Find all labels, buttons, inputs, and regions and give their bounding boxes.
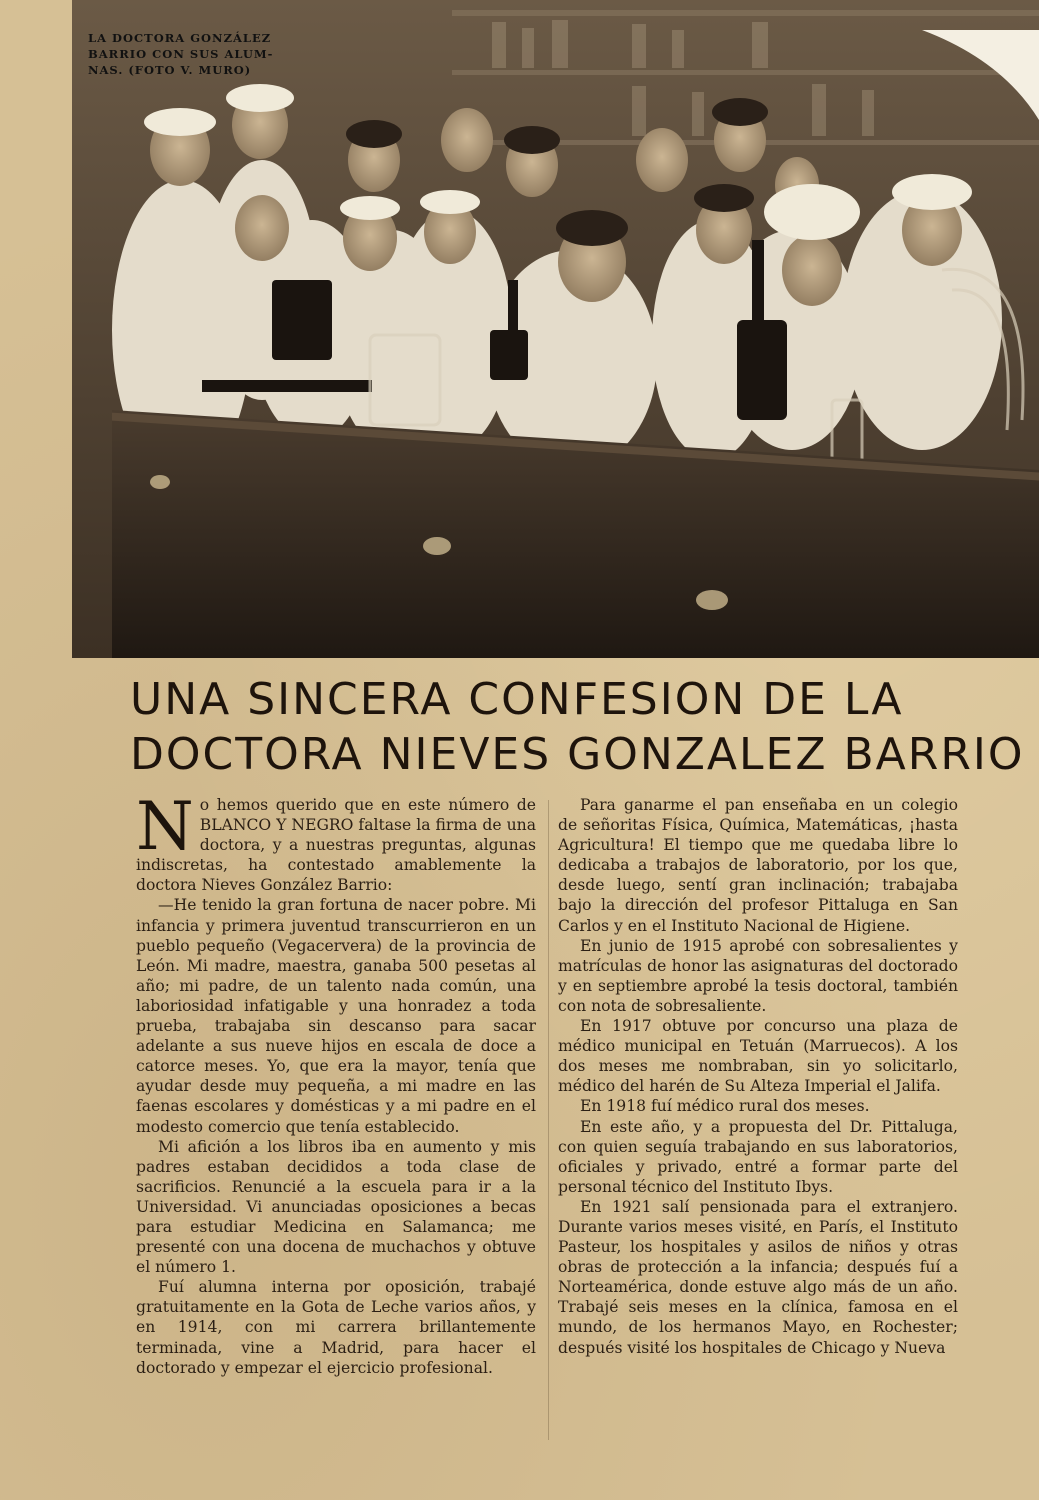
photo-caption bbox=[88, 30, 368, 78]
paragraph: En 1918 fuí médico rural dos meses. bbox=[580, 1097, 870, 1116]
paragraph: En 1921 salí pensionada para el extranjero. Durante varios meses visité, en París, el Instituto Pasteur, los hospitales y asilos de niños y otras obras de protección a la infancia; después fuí a Norteamérica, donde estuve algo más de un año. Trabajé seis meses en la clínica, famosa en el mundo, de los hermanos Mayo, en Rochester; después visité los hospitales de Chicago y Nueva bbox=[558, 1197, 958, 1357]
caption-line: BARRIO CON SUS ALUM- bbox=[88, 47, 274, 61]
laboratory-photo bbox=[72, 0, 1039, 658]
article-column-right bbox=[558, 795, 958, 1358]
paragraph bbox=[136, 788, 536, 895]
paragraph: Mi afición a los libros iba en aumento y mis padres estaban decididos a toda clase de sacrificios. Renuncié a la escuela para ir a la Universidad. Vi anunciadas oposiciones a becas para estudiar Medicina en Salamanca; me presenté con una docena de muchachos y obtuve el número 1. bbox=[136, 1137, 536, 1277]
column-divider bbox=[548, 800, 549, 1440]
caption-line: LA DOCTORA GONZÁLEZ bbox=[88, 31, 272, 45]
paragraph: En junio de 1915 aprobé con sobresalientes y matrículas de honor las asignaturas del doctorado y en septiembre aprobé la tesis doctoral, también con nota de sobresaliente. bbox=[558, 936, 958, 1015]
paragraph: —He tenido la gran fortuna de nacer pobre. Mi infancia y primera juventud transcurrieron en un pueblo pequeño (Vegacervera) de la provincia de León. Mi madre, maestra, ganaba 500 pesetas al año; mi padre, de un talento nada común, una laboriosidad infatigable y una honradez a toda prueba, trabajaba sin descanso para sacar adelante a sus nueve hijos en escala de doce a catorce meses. Yo, que era la mayor, tenía que ayudar desde muy pequeña, a mi madre en las faenas escolares y domésticas y a mi padre en el modesto comercio que tenía establecido. bbox=[136, 896, 536, 1136]
drop-cap: N bbox=[136, 788, 194, 865]
headline-line-2: DOCTORA NIEVES GONZALEZ BARRIO bbox=[130, 729, 1025, 780]
caption-line: NAS. (FOTO V. MURO) bbox=[88, 63, 252, 77]
paragraph-text: o hemos querido que en este número de BLANCO Y NEGRO faltase la firma de una doctora, y a nuestras preguntas, algunas indiscretas, ha contestado amablemente la doctora Nieves González Barrio: bbox=[136, 796, 536, 895]
paragraph: En 1917 obtuve por concurso una plaza de médico municipal en Tetuán (Marruecos). A los dos meses me nombraban, sin yo solicitarlo, médico del harén de Su Alteza Imperial el Jalifa. bbox=[558, 1017, 958, 1096]
paragraph: En este año, y a propuesta del Dr. Pittaluga, con quien seguía trabajando en sus laboratorios, oficiales y privado, entré a formar parte del personal técnico del Instituto Ibys. bbox=[558, 1117, 958, 1196]
headline-line-1: UNA SINCERA CONFESION DE LA bbox=[130, 674, 904, 725]
article-column-left bbox=[136, 788, 536, 1378]
photo-illustration bbox=[72, 0, 1039, 658]
paragraph: Para ganarme el pan enseñaba en un colegio de señoritas Física, Química, Matemáticas, ¡hasta Agricultura! El tiempo que me quedaba libre lo dedicaba a trabajos de laboratorio, por los que, desde luego, sentí gran inclinación; trabajaba bajo la dirección del profesor Pittaluga en San Carlos y en el Instituto Nacional de Higiene. bbox=[558, 796, 958, 935]
article-headline bbox=[130, 672, 1025, 782]
paragraph: Fuí alumna interna por oposición, trabajé gratuitamente en la Gota de Leche varios años, y en 1914, con mi carrera brillantemente terminada, vine a Madrid, para hacer el doctorado y empezar el ejercicio profesional. bbox=[136, 1278, 536, 1377]
